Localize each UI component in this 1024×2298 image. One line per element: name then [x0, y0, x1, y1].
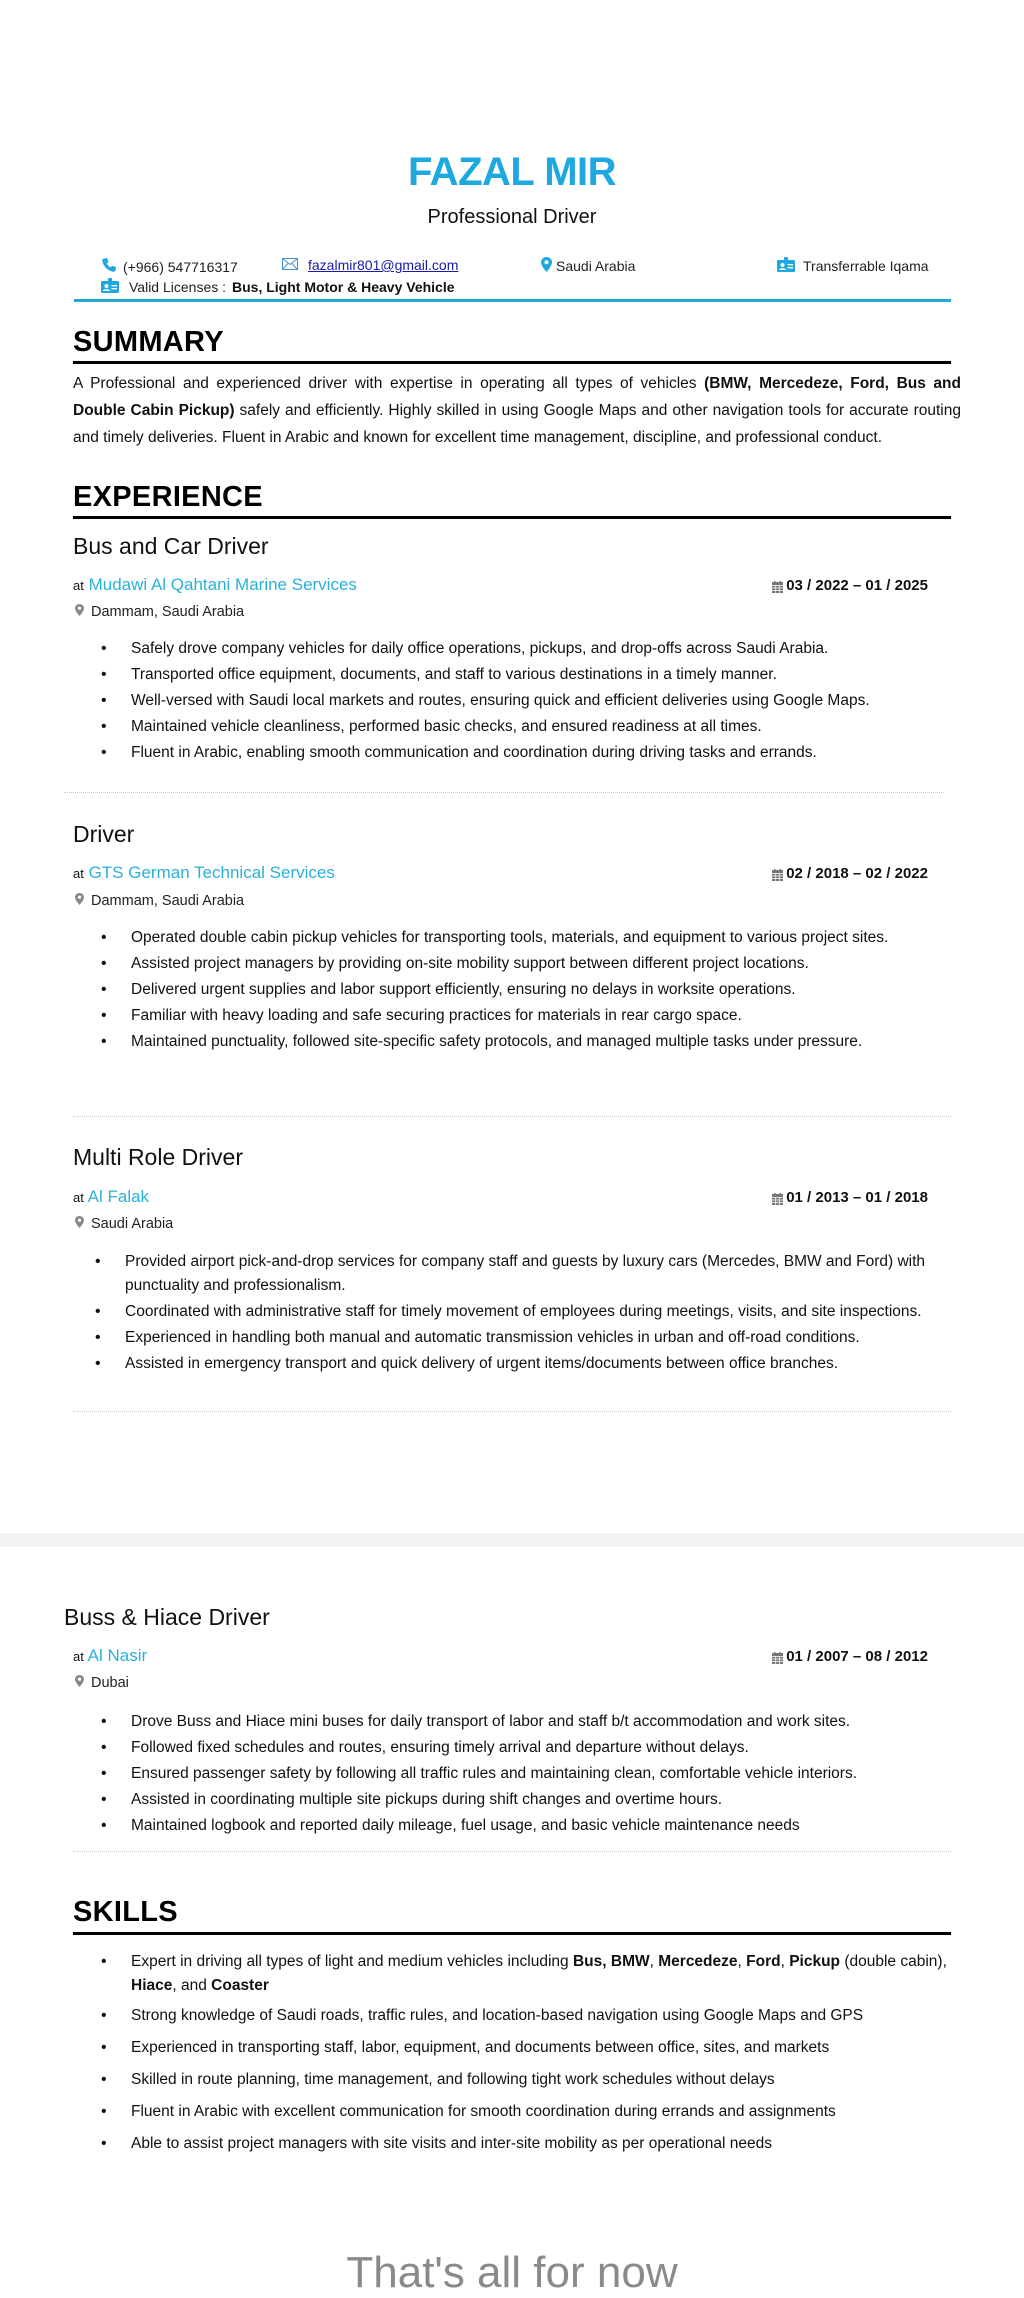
bullet-item: • Ensured passenger safety by following all traffic rules and maintaining clean, comfortable vehicle interiors. [73, 1762, 973, 1786]
job-company [73, 575, 357, 595]
job-title: Multi Role Driver [73, 1144, 243, 1170]
email-link[interactable]: fazalmir801@gmail.com [308, 257, 459, 273]
licenses-value: Bus, Light Motor & Heavy Vehicle [232, 279, 455, 295]
candidate-name: FAZAL MIR [407, 150, 617, 194]
bullet-item: • Assisted project managers by providing on-site mobility support between different project locations. [73, 952, 973, 976]
calendar-icon [772, 580, 783, 592]
summary-text-part: A Professional and experienced driver with expertise in operating all types of vehicles [73, 375, 705, 392]
bullet-item: • Drove Buss and Hiace mini buses for daily transport of labor and staff b/t accommodation and work sites. [73, 1710, 973, 1734]
bullet-item: • Coordinated with administrative staff for timely movement of employees during meetings, visits, and site inspections. [67, 1300, 967, 1324]
map-pin-icon [75, 1216, 84, 1232]
job-dates [772, 1189, 928, 1206]
job-location [75, 893, 244, 909]
summary-text-part: safely and efficiently. Highly skilled in using Google Maps and other navigation tools for accurate routing and timely deliveries. Fluent in Arabic and known for excellent time management, discipline, and professional conduct. [73, 402, 961, 446]
job-title: Driver [73, 821, 135, 847]
date-range: 02 / 2018 – 02 / 2022 [786, 865, 928, 882]
contact-email [282, 257, 458, 273]
at-label: at [73, 1190, 84, 1205]
job-location [75, 1216, 173, 1232]
job-bullets [73, 637, 973, 767]
footer-message: That's all for now [346, 2248, 678, 2297]
job-bullets [67, 1250, 967, 1378]
summary-heading: SUMMARY [73, 326, 224, 358]
date-range: 01 / 2007 – 08 / 2012 [786, 1648, 928, 1665]
location-text: Dammam, Saudi Arabia [91, 604, 245, 620]
job-company [73, 1646, 147, 1666]
header-divider [74, 299, 951, 302]
contact-phone [101, 257, 238, 276]
contact-iqama [777, 257, 929, 275]
skill-item: • Experienced in transporting staff, labor, equipment, and documents between office, sites, and markets [73, 2036, 963, 2060]
id-card-icon [777, 257, 795, 275]
company-name: Mudawi Al Qahtani Marine Services [88, 575, 357, 594]
contact-licenses [101, 278, 455, 296]
job-bullets [73, 926, 973, 1056]
job-divider [73, 1851, 951, 1852]
job-title: Buss & Hiace Driver [64, 1604, 270, 1630]
phone-icon [101, 257, 117, 276]
skill-item: • Strong knowledge of Saudi roads, traffic rules, and location-based navigation using Google Maps and GPS [73, 2004, 963, 2028]
map-pin-icon [75, 893, 84, 909]
calendar-icon [772, 1651, 783, 1663]
bullet-item: • Familiar with heavy loading and safe securing practices for materials in rear cargo space. [73, 1004, 973, 1028]
company-name: Al Falak [87, 1187, 150, 1206]
calendar-icon [772, 1192, 783, 1204]
id-card-icon [101, 278, 119, 296]
bullet-item: • Experienced in handling both manual and automatic transmission vehicles in urban and off-road conditions. [67, 1326, 967, 1350]
job-dates [772, 865, 928, 882]
experience-divider [73, 516, 951, 519]
job-bullets [73, 1710, 973, 1840]
at-label: at [73, 866, 84, 881]
job-divider [73, 1116, 951, 1117]
bullet-item: • Maintained punctuality, followed site-specific safety protocols, and managed multiple tasks under pressure. [73, 1030, 973, 1054]
company-name: Al Nasir [87, 1646, 148, 1665]
skill-item: • Fluent in Arabic with excellent communication for smooth coordination during errands and assignments [73, 2100, 963, 2124]
job-company [73, 863, 335, 883]
skill-item: • Skilled in route planning, time management, and following tight work schedules without delays [73, 2068, 963, 2092]
job-dates [772, 1648, 928, 1665]
skills-list [73, 1950, 963, 2164]
bullet-item: • Assisted in coordinating multiple site pickups during shift changes and overtime hours. [73, 1788, 973, 1812]
envelope-icon [282, 257, 298, 273]
map-pin-icon [75, 604, 84, 620]
company-name: GTS German Technical Services [88, 863, 335, 882]
job-company [73, 1187, 149, 1207]
skill-item: • Able to assist project managers with site visits and inter-site mobility as per operational needs [73, 2132, 963, 2156]
job-location [75, 604, 244, 620]
licenses-label: Valid Licenses : [129, 279, 227, 295]
candidate-title: Professional Driver [427, 206, 597, 228]
map-pin-icon [75, 1675, 84, 1691]
date-range: 03 / 2022 – 01 / 2025 [786, 577, 928, 594]
bullet-item: • Transported office equipment, documents, and staff to various destinations in a timely manner. [73, 663, 973, 687]
location-text: Saudi Arabia [91, 1216, 174, 1232]
skills-heading: SKILLS [73, 1896, 178, 1928]
bullet-item: • Maintained logbook and reported daily mileage, fuel usage, and basic vehicle maintenance needs [73, 1814, 973, 1838]
bullet-item: • Provided airport pick-and-drop services for company staff and guests by luxury cars (Mercedes, BMW and Ford) with punctuality and professionalism. [67, 1250, 967, 1298]
location-text: Dubai [91, 1675, 129, 1691]
job-title: Bus and Car Driver [73, 533, 269, 559]
job-divider [64, 792, 944, 793]
skills-divider [73, 1932, 951, 1935]
contact-location [541, 257, 635, 275]
job-divider [73, 1411, 951, 1412]
experience-heading: EXPERIENCE [73, 481, 263, 513]
location-text: Saudi Arabia [556, 258, 636, 274]
location-text: Dammam, Saudi Arabia [91, 893, 245, 909]
job-dates [772, 577, 928, 594]
summary-vehicles-bold: (BMW, Mercedeze, Ford, Bus and Double Cabin Pickup) [73, 375, 961, 419]
date-range: 01 / 2013 – 01 / 2018 [786, 1189, 928, 1206]
bullet-item: • Followed fixed schedules and routes, ensuring timely arrival and departure without delays. [73, 1736, 973, 1760]
bullet-item: • Maintained vehicle cleanliness, performed basic checks, and ensured readiness at all times. [73, 715, 973, 739]
map-pin-icon [541, 257, 552, 275]
at-label: at [73, 1649, 84, 1664]
summary-divider [73, 361, 951, 364]
bullet-item: • Fluent in Arabic, enabling smooth communication and coordination during driving tasks and errands. [73, 741, 973, 765]
bullet-item: • Operated double cabin pickup vehicles for transporting tools, materials, and equipment to various project sites. [73, 926, 973, 950]
calendar-icon [772, 868, 783, 880]
bullet-item: • Delivered urgent supplies and labor support efficiently, ensuring no delays in worksite operations. [73, 978, 973, 1002]
bullet-item: • Assisted in emergency transport and quick delivery of urgent items/documents between office branches. [67, 1352, 967, 1376]
at-label: at [73, 578, 84, 593]
summary-text [73, 370, 961, 451]
iqama-text: Transferrable Iqama [803, 258, 929, 274]
page-break [0, 1533, 1024, 1547]
phone-number: (+966) 547716317 [123, 258, 238, 275]
skill-item: • Expert in driving all types of light and medium vehicles including Bus, BMW, Mercedeze, Ford, Pickup (double cabin), Hiace, and Coaster [73, 1950, 963, 1998]
bullet-item: • Well-versed with Saudi local markets and routes, ensuring quick and efficient deliveries using Google Maps. [73, 689, 973, 713]
job-location [75, 1675, 129, 1691]
bullet-item: • Safely drove company vehicles for daily office operations, pickups, and drop-offs across Saudi Arabia. [73, 637, 973, 661]
